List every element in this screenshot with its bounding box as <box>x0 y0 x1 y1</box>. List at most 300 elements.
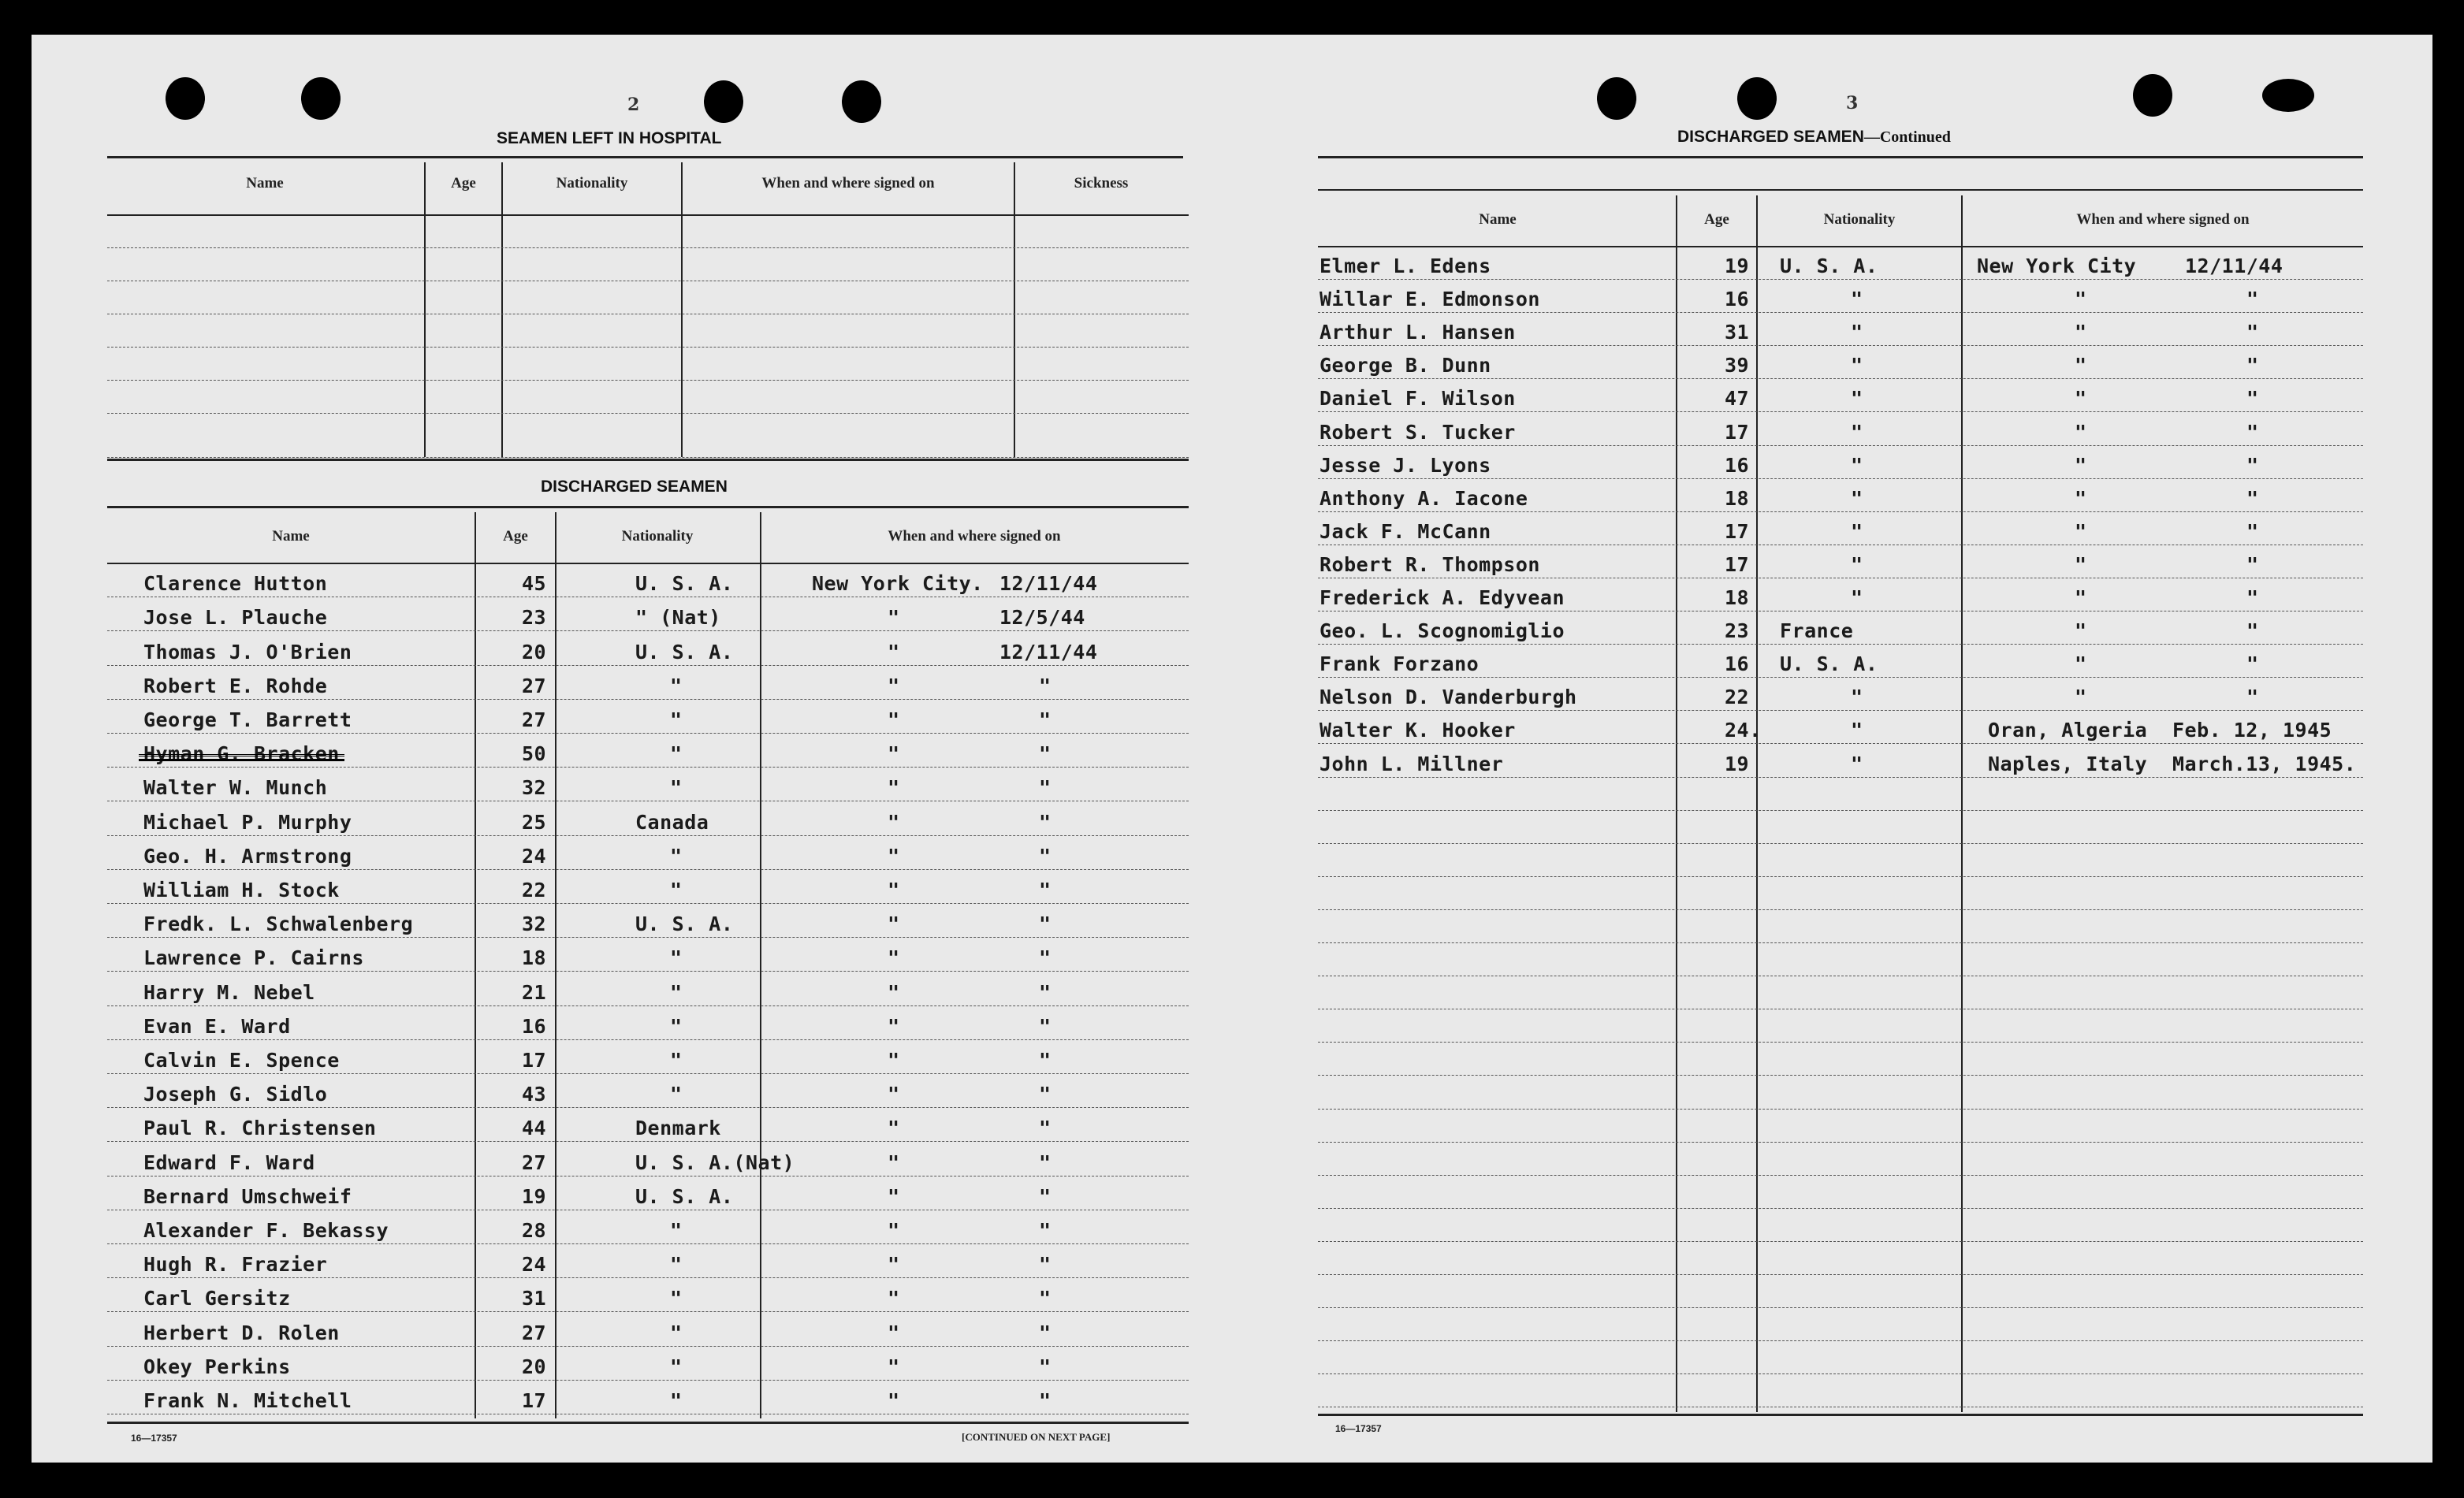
cell-place: " <box>2075 519 2087 543</box>
table-row <box>1318 1373 2363 1407</box>
cell-place: " <box>888 844 900 868</box>
cell-name: Paul R. Christensen <box>143 1117 377 1140</box>
cell-name: Jose L. Plauche <box>143 606 328 630</box>
table-row <box>107 937 1189 972</box>
table-row <box>1318 1208 2363 1242</box>
col-header-signed-on: When and where signed on <box>888 528 1061 545</box>
cell-nationality: " <box>670 946 683 970</box>
cell-place: " <box>888 913 900 936</box>
cell-name: Calvin E. Spence <box>143 1048 340 1072</box>
cell-name: Walter W. Munch <box>143 776 328 800</box>
table-row <box>107 767 1189 801</box>
cell-nationality: " <box>1851 453 1863 477</box>
table-row <box>107 971 1189 1005</box>
table-header <box>1318 195 2363 247</box>
cell-age: 27 <box>522 1150 547 1174</box>
punch-hole <box>1737 77 1777 120</box>
punch-hole <box>2262 79 2314 112</box>
cell-nationality: " <box>1851 288 1863 311</box>
cell-place: " <box>2075 486 2087 510</box>
cell-nationality: U. S. A. <box>1780 255 1878 278</box>
cell-name: Herbert D. Rolen <box>143 1321 340 1344</box>
table-row <box>107 1277 1189 1312</box>
cell-place: " <box>888 674 900 697</box>
cell-name: Clarence Hutton <box>143 572 328 596</box>
cell-date: " <box>1039 1083 1051 1106</box>
cell-date: " <box>2246 619 2259 643</box>
cell-name: Daniel F. Wilson <box>1319 387 1516 411</box>
cell-place: " <box>888 1388 900 1412</box>
cell-place: " <box>888 1355 900 1378</box>
cell-nationality: " (Nat) <box>635 606 721 630</box>
cell-name: Bernard Umschweif <box>143 1184 352 1208</box>
cell-age: 18 <box>1725 586 1750 610</box>
cell-age: 19 <box>1725 255 1750 278</box>
cell-age: 24 <box>522 844 547 868</box>
cell-place: " <box>2075 453 2087 477</box>
discharged-continued-title <box>1677 128 1951 147</box>
cell-place: " <box>2075 354 2087 377</box>
cell-age: 31 <box>522 1287 547 1310</box>
table-row <box>107 630 1189 665</box>
table-row <box>1318 1142 2363 1176</box>
cell-nationality: U. S. A. <box>635 1184 734 1208</box>
cell-name: Robert S. Tucker <box>1319 420 1516 444</box>
cell-nationality: " <box>1851 387 1863 411</box>
cell-nationality: " <box>670 1388 683 1412</box>
punch-hole <box>1597 77 1636 120</box>
cell-name: Frank N. Mitchell <box>143 1388 352 1412</box>
cell-date: " <box>2246 552 2259 576</box>
table-header <box>107 162 1189 216</box>
table-row <box>107 1346 1189 1381</box>
punch-hole <box>842 80 881 123</box>
cell-nationality: U. S. A. <box>635 640 734 664</box>
cell-date: " <box>1039 1048 1051 1072</box>
cell-date: " <box>1039 708 1051 731</box>
col-header-age: Age <box>451 175 476 191</box>
cell-name: Michael P. Murphy <box>143 810 352 834</box>
cell-date: " <box>1039 1388 1051 1412</box>
table-row <box>1318 1175 2363 1209</box>
cell-nationality: " <box>670 1083 683 1106</box>
cell-date: 12/11/44 <box>999 640 1098 664</box>
table-row <box>1318 611 2363 645</box>
cell-nationality: " <box>670 1287 683 1310</box>
cell-nationality: " <box>670 708 683 731</box>
page-number: 3 <box>1846 93 1859 113</box>
cell-nationality: " <box>670 776 683 800</box>
table-row <box>107 869 1189 904</box>
cell-date: " <box>2246 486 2259 510</box>
cell-date: " <box>2246 652 2259 676</box>
cell-age: 22 <box>522 878 547 901</box>
hospital-section-title: SEAMEN LEFT IN HOSPITAL <box>497 129 722 147</box>
cell-place: " <box>2075 586 2087 610</box>
rule <box>107 459 1189 461</box>
cell-date: " <box>1039 674 1051 697</box>
cell-place: New York City <box>1977 255 2137 278</box>
cell-age: 22 <box>1725 686 1750 709</box>
rule <box>1318 156 2363 158</box>
cell-age: 24 <box>522 1253 547 1277</box>
cell-place: New York City. <box>812 572 984 596</box>
cell-date: " <box>1039 776 1051 800</box>
cell-age: 20 <box>522 640 547 664</box>
col-header-name: Name <box>246 175 284 191</box>
cell-place: " <box>888 810 900 834</box>
cell-place: " <box>888 1253 900 1277</box>
table-row <box>1318 810 2363 844</box>
cell-nationality: " <box>1851 486 1863 510</box>
cell-date: " <box>1039 1321 1051 1344</box>
cell-name: Arthur L. Hansen <box>1319 321 1516 344</box>
cell-age: 32 <box>522 776 547 800</box>
cell-nationality: " <box>1851 519 1863 543</box>
cell-nationality: U. S. A.(Nat) <box>635 1150 795 1174</box>
cell-name: John L. Millner <box>1319 752 1504 775</box>
table-row <box>1318 644 2363 678</box>
cell-name: Thomas J. O'Brien <box>143 640 352 664</box>
cell-name: Willar E. Edmonson <box>1319 288 1540 311</box>
cell-age: 23 <box>1725 619 1750 643</box>
col-header-nationality: Nationality <box>1823 211 1896 228</box>
cell-place: " <box>888 1184 900 1208</box>
cell-place: " <box>2075 387 2087 411</box>
table-row <box>1318 843 2363 877</box>
table-row <box>107 1005 1189 1040</box>
col-header-name: Name <box>272 528 310 545</box>
table-row <box>1318 312 2363 346</box>
table-row <box>1318 876 2363 910</box>
cell-name: Fredk. L. Schwalenberg <box>143 913 414 936</box>
cell-date: " <box>2246 586 2259 610</box>
cell-place: " <box>888 946 900 970</box>
table-row <box>107 247 1189 281</box>
discharged-continued-table <box>1318 195 2363 1412</box>
col-header-name: Name <box>1479 211 1517 228</box>
table-row <box>107 1141 1189 1176</box>
cell-age: 31 <box>1725 321 1750 344</box>
cell-age: 16 <box>522 1014 547 1038</box>
cell-age: 17 <box>522 1388 547 1412</box>
cell-name: Frederick A. Edyvean <box>1319 586 1565 610</box>
cell-age: 17 <box>522 1048 547 1072</box>
table-row <box>1318 279 2363 313</box>
cell-age: 23 <box>522 606 547 630</box>
cell-date: " <box>2246 288 2259 311</box>
cell-nationality: " <box>1851 420 1863 444</box>
table-row <box>1318 1241 2363 1275</box>
cell-age: 19 <box>522 1184 547 1208</box>
right-page <box>1245 35 2432 1463</box>
hospital-table <box>107 162 1189 457</box>
cell-nationality: U. S. A. <box>1780 652 1878 676</box>
cell-name: Evan E. Ward <box>143 1014 291 1038</box>
cell-age: 27 <box>522 708 547 731</box>
cell-date: " <box>2246 387 2259 411</box>
cell-nationality: France <box>1780 619 1854 643</box>
cell-age: 28 <box>522 1218 547 1242</box>
table-row <box>107 1073 1189 1108</box>
cell-nationality: " <box>670 674 683 697</box>
table-row <box>1318 1340 2363 1374</box>
rule <box>107 1422 1189 1424</box>
table-row <box>107 214 1189 248</box>
cell-age: 16 <box>1725 288 1750 311</box>
cell-place: " <box>888 708 900 731</box>
cell-age: 50 <box>522 742 547 766</box>
table-row <box>1318 744 2363 778</box>
table-row <box>107 281 1189 314</box>
cell-name: Elmer L. Edens <box>1319 255 1491 278</box>
cell-age: 21 <box>522 980 547 1004</box>
cell-place: " <box>2075 288 2087 311</box>
rule <box>1318 1414 2363 1416</box>
table-row <box>107 1311 1189 1346</box>
table-row <box>107 801 1189 835</box>
cell-nationality: " <box>670 1014 683 1038</box>
cell-place: " <box>888 606 900 630</box>
table-row <box>1318 445 2363 479</box>
cell-place: " <box>2075 420 2087 444</box>
cell-name: Walter K. Hooker <box>1319 719 1516 742</box>
cell-nationality: " <box>1851 321 1863 344</box>
left-page <box>32 35 1245 1463</box>
col-header-age: Age <box>503 528 528 545</box>
punch-hole <box>301 77 341 120</box>
cell-age: 24. <box>1725 719 1762 742</box>
cell-date: " <box>1039 1014 1051 1038</box>
cell-date: " <box>1039 980 1051 1004</box>
cell-nationality: " <box>670 1355 683 1378</box>
cell-place: " <box>888 1218 900 1242</box>
cell-nationality: " <box>1851 586 1863 610</box>
cell-age: 43 <box>522 1083 547 1106</box>
punch-hole <box>704 80 743 123</box>
cell-nationality: " <box>1851 354 1863 377</box>
col-header-nationality: Nationality <box>556 175 628 191</box>
cell-age: 27 <box>522 1321 547 1344</box>
table-header <box>107 512 1189 564</box>
cell-date: " <box>1039 946 1051 970</box>
cell-nationality: " <box>670 1048 683 1072</box>
cell-date: " <box>2246 354 2259 377</box>
cell-nationality: " <box>670 844 683 868</box>
cell-place: " <box>2075 619 2087 643</box>
cell-name: Hyman G. Bracken <box>143 742 340 766</box>
table-row <box>1318 1109 2363 1143</box>
cell-place: " <box>888 640 900 664</box>
table-row <box>107 1243 1189 1278</box>
discharged-table <box>107 512 1189 1418</box>
cell-date: " <box>2246 453 2259 477</box>
cell-age: 16 <box>1725 453 1750 477</box>
col-header-age: Age <box>1704 211 1729 228</box>
cell-place: " <box>2075 652 2087 676</box>
cell-place: " <box>888 1287 900 1310</box>
table-row <box>1318 345 2363 379</box>
table-row <box>1318 777 2363 811</box>
cell-nationality: " <box>670 980 683 1004</box>
cell-age: 17 <box>1725 519 1750 543</box>
table-row <box>107 1380 1189 1414</box>
cell-nationality: Canada <box>635 810 709 834</box>
cell-name: Edward F. Ward <box>143 1150 315 1174</box>
form-number: 16—17357 <box>1335 1423 1382 1434</box>
cell-name: George T. Barrett <box>143 708 352 731</box>
cell-name: Jack F. McCann <box>1319 519 1491 543</box>
col-header-signed-on: When and where signed on <box>761 175 935 191</box>
cell-nationality: Denmark <box>635 1117 721 1140</box>
table-row <box>1318 478 2363 512</box>
cell-name: Jesse J. Lyons <box>1319 453 1491 477</box>
cell-name: Robert R. Thompson <box>1319 552 1540 576</box>
table-row <box>107 699 1189 734</box>
cell-age: 25 <box>522 810 547 834</box>
cell-age: 47 <box>1725 387 1750 411</box>
punch-hole <box>166 77 205 120</box>
table-row <box>107 413 1189 458</box>
table-row <box>1318 1042 2363 1076</box>
table-row <box>107 347 1189 381</box>
table-row <box>1318 511 2363 545</box>
rule <box>107 506 1189 508</box>
table-row <box>107 835 1189 870</box>
table-row <box>107 665 1189 700</box>
cell-name: Hugh R. Frazier <box>143 1253 328 1277</box>
cell-date: " <box>2246 420 2259 444</box>
cell-nationality: " <box>1851 686 1863 709</box>
cell-name: Geo. H. Armstrong <box>143 844 352 868</box>
table-row <box>1318 942 2363 976</box>
cell-age: 18 <box>522 946 547 970</box>
table-row <box>1318 976 2363 1009</box>
table-row <box>107 380 1189 414</box>
cell-age: 18 <box>1725 486 1750 510</box>
cell-nationality: U. S. A. <box>635 913 734 936</box>
cell-place: " <box>888 742 900 766</box>
cell-name: Nelson D. Vanderburgh <box>1319 686 1577 709</box>
cell-date: March.13, 1945. <box>2172 752 2357 775</box>
cell-date: " <box>1039 878 1051 901</box>
section-title-main: DISCHARGED SEAMEN <box>1677 128 1864 146</box>
cell-date: 12/11/44 <box>999 572 1098 596</box>
page-number: 2 <box>627 95 640 115</box>
section-title-suffix: —Continued <box>1863 128 1951 146</box>
cell-name: William H. Stock <box>143 878 340 901</box>
rule <box>1318 189 2363 191</box>
cell-place: " <box>2075 686 2087 709</box>
rule <box>107 156 1183 158</box>
cell-place: Oran, Algeria <box>1988 719 2148 742</box>
cell-place: " <box>2075 552 2087 576</box>
cell-age: 44 <box>522 1117 547 1140</box>
cell-nationality: U. S. A. <box>635 572 734 596</box>
table-row <box>1318 710 2363 744</box>
cell-date: " <box>1039 844 1051 868</box>
cell-name: Geo. L. Scognomiglio <box>1319 619 1565 643</box>
cell-date: " <box>1039 1150 1051 1174</box>
table-row <box>1318 1274 2363 1308</box>
table-row <box>107 1039 1189 1074</box>
cell-date: 12/11/44 <box>2185 255 2283 278</box>
table-row <box>107 1107 1189 1142</box>
cell-place: " <box>888 1083 900 1106</box>
cell-nationality: " <box>670 1321 683 1344</box>
table-row <box>1318 677 2363 711</box>
table-row <box>1318 246 2363 280</box>
cell-nationality: " <box>1851 719 1863 742</box>
cell-name: Carl Gersitz <box>143 1287 291 1310</box>
cell-age: 39 <box>1725 354 1750 377</box>
punch-hole <box>2133 74 2172 117</box>
cell-age: 19 <box>1725 752 1750 775</box>
cell-nationality: " <box>1851 752 1863 775</box>
cell-place: " <box>888 878 900 901</box>
table-row <box>1318 412 2363 446</box>
table-row <box>107 1210 1189 1244</box>
cell-name: Frank Forzano <box>1319 652 1480 676</box>
cell-name: Lawrence P. Cairns <box>143 946 364 970</box>
cell-name: Joseph G. Sidlo <box>143 1083 328 1106</box>
cell-date: " <box>1039 913 1051 936</box>
cell-age: 17 <box>1725 552 1750 576</box>
cell-date: " <box>1039 810 1051 834</box>
cell-place: " <box>888 980 900 1004</box>
table-row <box>107 733 1189 768</box>
cell-date: " <box>1039 1287 1051 1310</box>
cell-nationality: " <box>670 1253 683 1277</box>
cell-age: 17 <box>1725 420 1750 444</box>
table-row <box>1318 378 2363 412</box>
discharged-section-title: DISCHARGED SEAMEN <box>541 478 728 496</box>
cell-date: " <box>2246 519 2259 543</box>
cell-name: Harry M. Nebel <box>143 980 315 1004</box>
cell-name: Okey Perkins <box>143 1355 291 1378</box>
cell-place: " <box>888 1014 900 1038</box>
cell-date: " <box>1039 1253 1051 1277</box>
table-row <box>107 1176 1189 1210</box>
table-row <box>107 903 1189 938</box>
cell-place: " <box>2075 321 2087 344</box>
cell-date: " <box>2246 321 2259 344</box>
cell-nationality: " <box>670 1218 683 1242</box>
cell-nationality: " <box>670 742 683 766</box>
cell-date: Feb. 12, 1945 <box>2172 719 2332 742</box>
cell-date: " <box>1039 1184 1051 1208</box>
cell-date: " <box>1039 1355 1051 1378</box>
table-row <box>107 314 1189 348</box>
cell-age: 27 <box>522 674 547 697</box>
table-row <box>107 597 1189 631</box>
table-row <box>107 563 1189 597</box>
cell-date: " <box>1039 1218 1051 1242</box>
cell-date: " <box>1039 1117 1051 1140</box>
table-row <box>1318 1076 2363 1110</box>
cell-date: " <box>1039 742 1051 766</box>
cell-age: 32 <box>522 913 547 936</box>
table-row <box>1318 1307 2363 1341</box>
cell-place: Naples, Italy <box>1988 752 2148 775</box>
cell-place: " <box>888 1321 900 1344</box>
cell-date: 12/5/44 <box>999 606 1085 630</box>
col-header-sickness: Sickness <box>1074 175 1129 191</box>
cell-place: " <box>888 1048 900 1072</box>
table-row <box>1318 578 2363 611</box>
cell-nationality: " <box>1851 552 1863 576</box>
cell-age: 16 <box>1725 652 1750 676</box>
